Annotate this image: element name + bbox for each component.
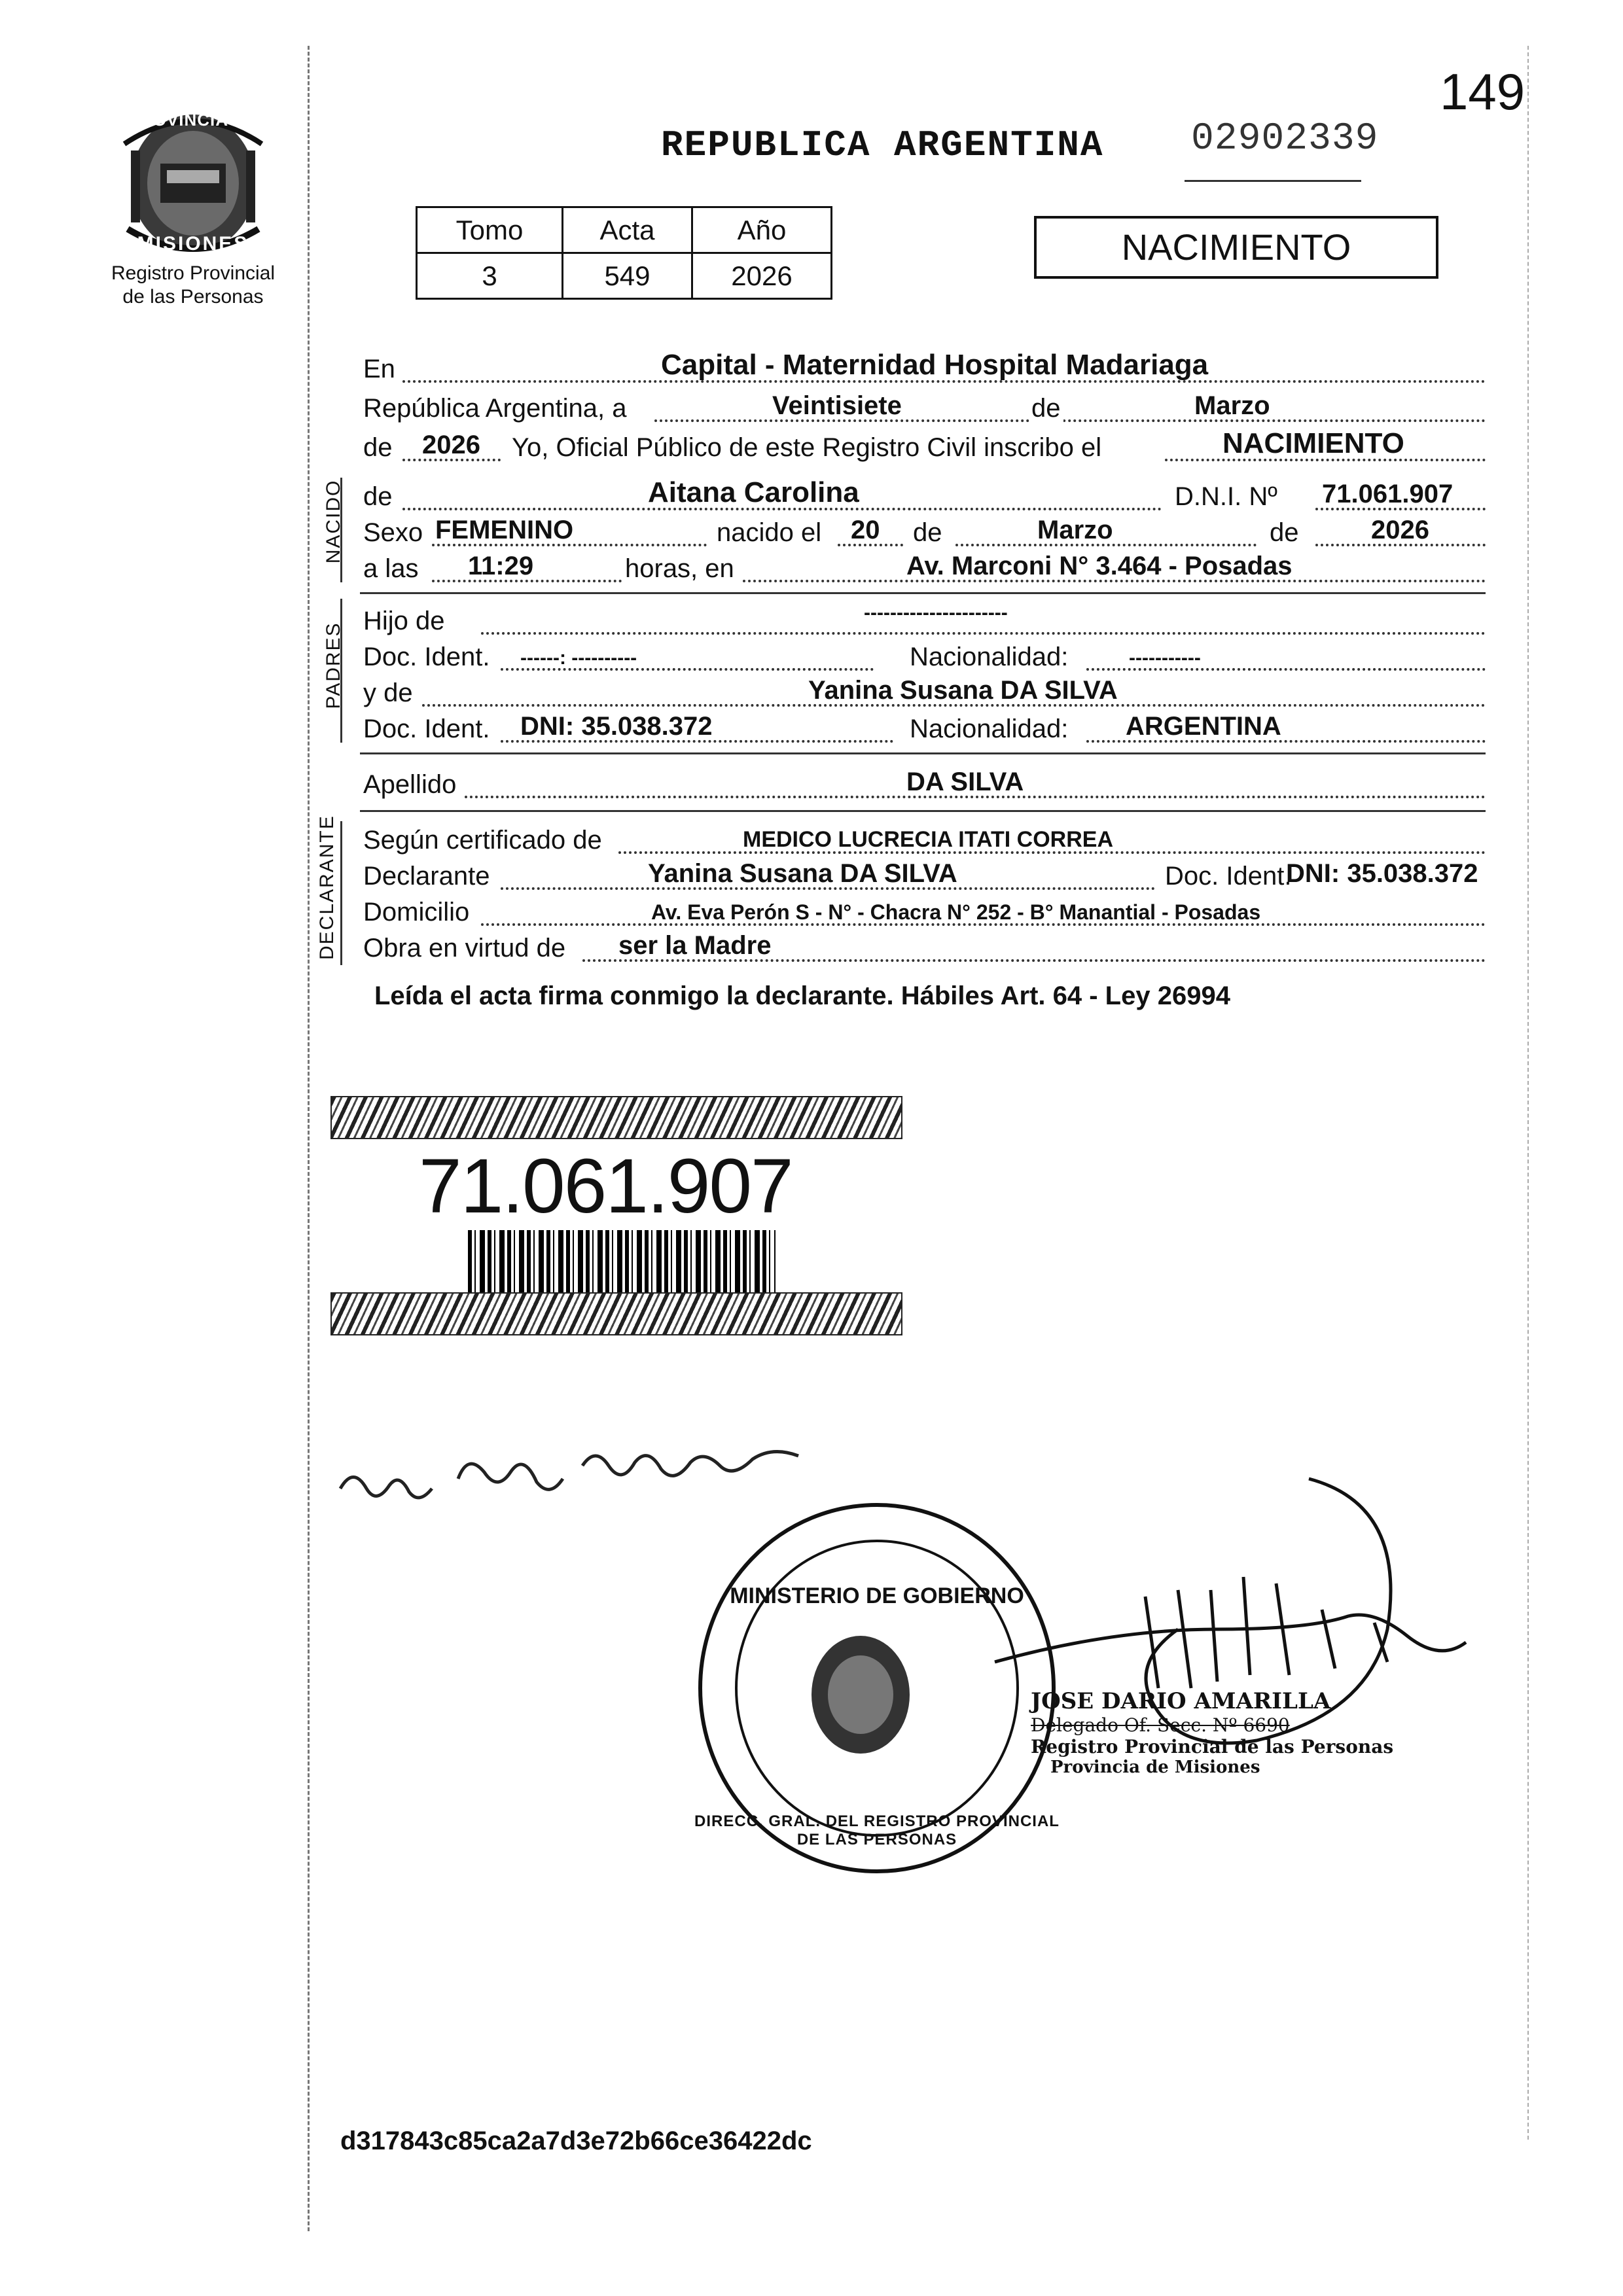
child-name: Aitana Carolina: [648, 476, 859, 508]
father-nationality: -----------: [1129, 647, 1201, 669]
label-doc1: Doc. Ident.: [363, 643, 490, 671]
security-band-bottom: [330, 1292, 902, 1335]
label-de5: de: [1270, 518, 1299, 547]
sexo-value: FEMENINO: [435, 516, 574, 544]
row-certificado: [360, 821, 1486, 858]
serial-number: 02902339: [1191, 118, 1379, 160]
label-en: En: [363, 355, 395, 383]
row-obra: [360, 929, 1486, 966]
ledger-acta: 549: [563, 253, 692, 299]
ledger-header: Tomo: [417, 207, 563, 253]
section-padres: PADRES: [323, 622, 344, 709]
label-de3: de: [363, 482, 393, 511]
stamp-outer-text: DIRECC. GRAL. DEL REGISTRO PROVINCIAL DE LAS PERSONAS: [694, 1812, 1060, 1848]
label-horas: horas, en: [625, 554, 734, 583]
label-certificado: Según certificado de: [363, 826, 602, 855]
row-domicilio: [360, 893, 1486, 930]
month-value: Marzo: [1194, 391, 1270, 420]
stamp-inner-text: MINISTERIO DE GOBIERNO: [730, 1583, 1024, 1608]
security-band-top: [330, 1096, 902, 1139]
label-declarante: Declarante: [363, 862, 490, 891]
certificado-value: MEDICO LUCRECIA ITATI CORREA: [743, 827, 1114, 852]
official-org: Registro Provincial de las Personas: [1031, 1736, 1394, 1757]
year-value: 2026: [422, 431, 480, 459]
logo-arc-text: PROVINCIA DE: [128, 110, 259, 130]
page-number: 149: [1440, 63, 1525, 120]
label-doc2: Doc. Ident.: [363, 715, 490, 743]
mother-name: Yanina Susana DA SILVA: [808, 676, 1118, 705]
label-obra: Obra en virtud de: [363, 934, 566, 963]
mother-doc: DNI: 35.038.372: [520, 712, 713, 741]
row-sexo: [360, 514, 1486, 550]
logo-caption-line2: de las Personas: [122, 286, 264, 308]
row-hijo: [360, 602, 1486, 639]
declarante-doc: DNI: 35.038.372: [1286, 859, 1478, 888]
label-sexo: Sexo: [363, 518, 423, 547]
father-doc: ------: ----------: [520, 647, 637, 669]
statement-text: Yo, Oficial Público de este Registro Civil inscribo el: [512, 433, 1102, 462]
page-title: REPUBLICA ARGENTINA: [661, 124, 1104, 166]
row-doc2: [360, 710, 1486, 747]
row-date: [360, 389, 1486, 426]
official-role: Delegado Of. Secc. Nº 6690: [1031, 1714, 1290, 1736]
label-yde: y de: [363, 679, 413, 707]
birth-month: Marzo: [1037, 516, 1113, 544]
label-nac1: Nacionalidad:: [910, 643, 1069, 671]
child-dni: 71.061.907: [1322, 480, 1454, 508]
row-apellido: [360, 766, 1486, 802]
row-statement: [360, 429, 1486, 465]
official-name: JOSE DARIO AMARILLA: [1031, 1688, 1331, 1714]
label-domicilio: Domicilio: [363, 898, 470, 927]
logo-caption-line1: Registro Provincial: [111, 262, 276, 284]
domicilio-value: Av. Eva Perón S - N° - Chacra N° 252 - B° Manantial - Posadas: [651, 900, 1261, 924]
ledger-table: [416, 206, 832, 300]
closing-statement: Leída el acta firma conmigo la declarante. Hábiles Art. 64 - Ley 26994: [374, 981, 1230, 1010]
dni-big-number: 71.061.907: [419, 1143, 793, 1229]
ledger-header: Año: [692, 207, 832, 253]
label-republica: República Argentina, a: [363, 394, 627, 423]
ledger-tomo: 3: [417, 253, 563, 299]
row-declarante: [360, 857, 1486, 894]
label-alas: a las: [363, 554, 419, 583]
margin-rule: [308, 46, 310, 2231]
logo-bottom-text: MISIONES: [137, 233, 249, 255]
label-doc3: Doc. Ident.: [1165, 862, 1292, 891]
document-hash: d317843c85ca2a7d3e72b66ce36422dc: [340, 2127, 812, 2155]
obra-value: ser la Madre: [618, 931, 772, 960]
ledger-anio: 2026: [692, 253, 832, 299]
serial-underline: [1185, 180, 1361, 182]
label-de2: de: [363, 433, 393, 462]
record-type-box: NACIMIENTO: [1034, 216, 1438, 279]
label-hijo: Hijo de: [363, 607, 445, 635]
birth-year: 2026: [1371, 516, 1429, 544]
day-words: Veintisiete: [772, 391, 902, 420]
row-place: [360, 350, 1486, 387]
row-mother: [360, 674, 1486, 711]
section-declarante: DECLARANTE: [316, 815, 338, 960]
label-de: de: [1029, 394, 1063, 423]
official-block: [1031, 1688, 1393, 1777]
label-de4: de: [913, 518, 942, 547]
mother-nationality: ARGENTINA: [1126, 712, 1281, 741]
birth-day: 20: [851, 516, 880, 544]
label-nacido: nacido el: [717, 518, 822, 547]
province-logo: [111, 105, 275, 262]
logo-caption: [85, 262, 301, 309]
label-apellido: Apellido: [363, 770, 457, 799]
place-value: Capital - Maternidad Hospital Madariaga: [661, 349, 1209, 381]
father-value: ----------------------: [864, 602, 1008, 624]
birth-time: 11:29: [468, 552, 534, 580]
row-doc1: [360, 638, 1486, 675]
row-name: [360, 478, 1486, 514]
declarante-name: Yanina Susana DA SILVA: [648, 859, 957, 888]
label-nac2: Nacionalidad:: [910, 715, 1069, 743]
official-province: Provincia de Misiones: [1050, 1757, 1260, 1777]
section-nacido: NACIDO: [323, 479, 344, 564]
ledger-header: Acta: [563, 207, 692, 253]
apellido-value: DA SILVA: [906, 768, 1024, 796]
label-dni: D.N.I. Nº: [1175, 482, 1277, 511]
row-hora: [360, 550, 1486, 586]
event-value: NACIMIENTO: [1222, 427, 1404, 459]
margin-rule-right: [1527, 46, 1529, 2140]
birth-address: Av. Marconi N° 3.464 - Posadas: [906, 552, 1293, 580]
